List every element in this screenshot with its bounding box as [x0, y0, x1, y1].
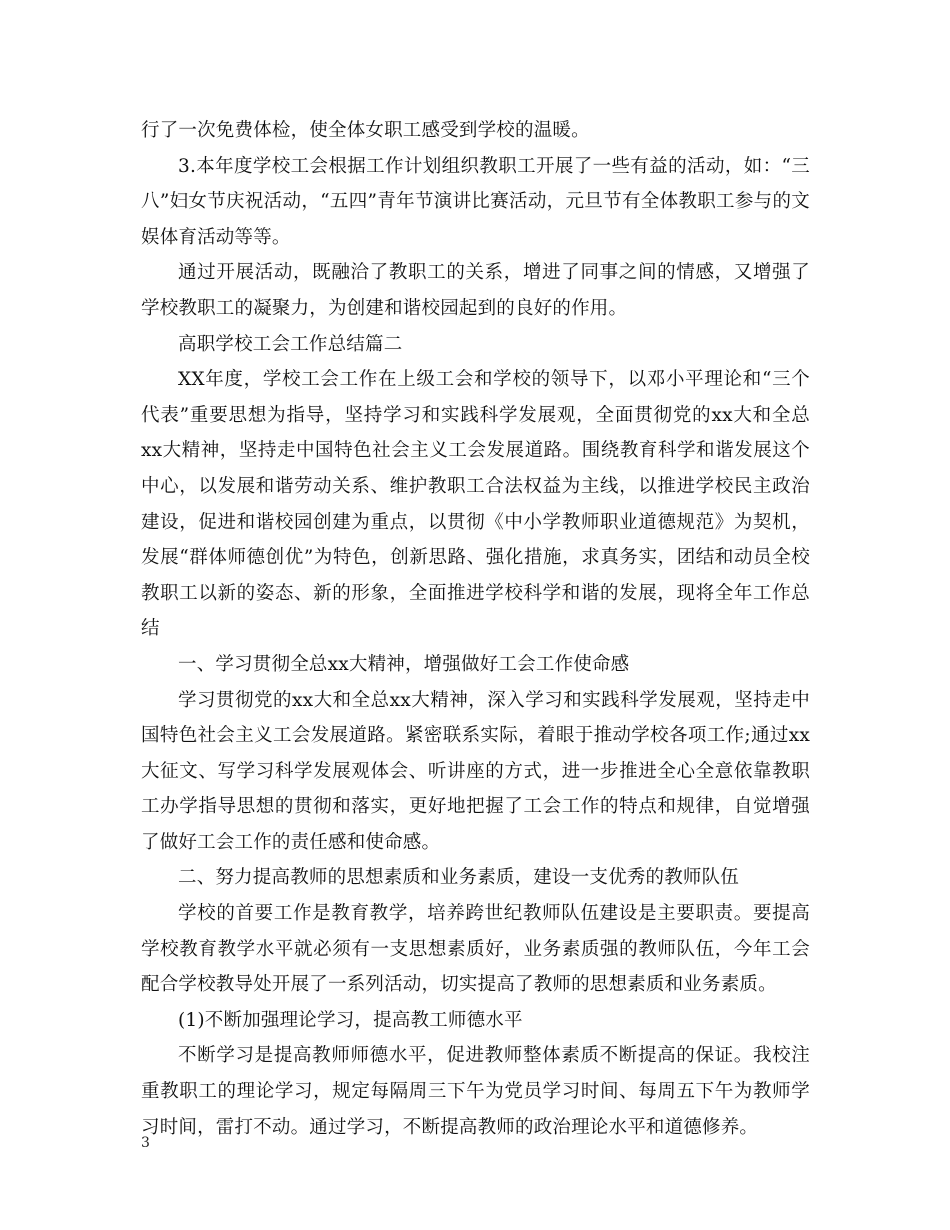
- paragraph-continuation: 行了一次免费体检，使全体女职工感受到学校的温暖。: [141, 120, 590, 141]
- heading-part-two: 二、努力提高教师的思想素质和业务素质，建设一支优秀的教师队伍: [178, 867, 740, 889]
- paragraph-theory-study: 不断学习是提高教师师德水平，促进教师整体素质不断提高的保证。我校注重教职工的理论学习，规定每隔周三下午为党员学习时间、每周五下午为教师学习时间，雷打不动。通过学习，不断提高教师的政治理论水平和道德修养。: [141, 1045, 810, 1138]
- paragraph-intro: XX年度，学校工会工作在上级工会和学校的领导下，以邓小平理论和“三个代表”重要思想为指导，坚持学习和实践科学发展观，全面贯彻党的xx大和全总xx大精神，坚持走中国特色社会主义工会发展道路。围绕教育科学和谐发展这个中心，以发展和谐劳动关系、维护教职工合法权益为主线，以推进学校民主政治建设，促进和谐校园创建为重点，以贯彻《中小学教师职业道德规范》为契机，发展“群体师德创优”为特色，创新思路、强化措施，求真务实，团结和动员全校教职工以新的姿态、新的形象，全面推进学校科学和谐的发展，现将全年工作总结: [141, 369, 810, 640]
- paragraph-part-one: 学习贯彻党的xx大和全总xx大精神，深入学习和实践科学发展观，坚持走中国特色社会主义工会发展道路。紧密联系实际，着眼于推动学校各项工作;通过xx大征文、写学习科学发展观体会、听讲座的方式，进一步推进全心全意依靠教职工办学指导思想的贯彻和落实，更好地把握了工会工作的特点和规律，自觉增强了做好工会工作的责任感和使命感。: [141, 689, 810, 853]
- paragraph-activities-effect: 通过开展活动，既融洽了教职工的关系，增进了同事之间的情感，又增强了学校教职工的凝聚力，为创建和谐校园起到的良好的作用。: [141, 262, 810, 319]
- paragraph-part-two: 学校的首要工作是教育教学，培养跨世纪教师队伍建设是主要职责。要提高学校教育教学水平就必须有一支思想素质好，业务素质强的教师队伍，今年工会配合学校教导处开展了一系列活动，切实提高了教师的思想素质和业务素质。: [141, 903, 810, 996]
- document-body: [141, 113, 810, 1145]
- paragraph-activities: 3.本年度学校工会根据工作计划组织教职工开展了一些有益的活动，如：“三八”妇女节庆祝活动，“五四”青年节演讲比赛活动，元旦节有全体教职工参与的文娱体育活动等等。: [141, 155, 810, 248]
- heading-part-one: 一、学习贯彻全总xx大精神，增强做好工会工作使命感: [178, 653, 630, 675]
- section-title: 高职学校工会工作总结篇二: [178, 333, 403, 355]
- page-number: 3: [141, 1135, 150, 1151]
- subheading-theory-study: (1)不断加强理论学习，提高教工师德水平: [178, 1009, 523, 1031]
